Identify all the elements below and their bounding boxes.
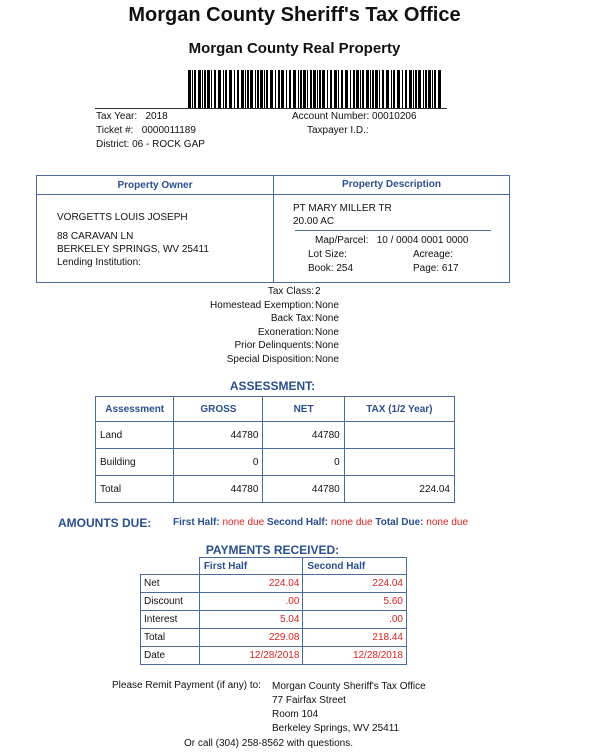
- ticket-line: Ticket #: 0000011189: [96, 125, 196, 136]
- table-row: Building 0 0: [96, 449, 455, 476]
- table-row: Net 224.04 224.04: [141, 575, 407, 593]
- owner-property-box: [36, 175, 510, 283]
- col-tax: TAX (1/2 Year): [344, 397, 454, 422]
- barcode-image: [188, 70, 443, 108]
- assessment-header-row: [96, 397, 455, 422]
- remit-address: Morgan County Sheriff's Tax Office 77 Fairfax Street Room 104 Berkeley Springs, WV 25411: [272, 681, 426, 734]
- col-net: NET: [263, 397, 344, 422]
- district-line: District: 06 - ROCK GAP: [96, 139, 205, 150]
- page-value: 617: [441, 263, 459, 274]
- document-subtitle: Morgan County Real Property: [188, 40, 401, 57]
- table-row: Land 44780 44780: [96, 422, 455, 449]
- amounts-due-heading: AMOUNTS DUE:: [58, 516, 152, 530]
- district-value: 06 - ROCK GAP: [132, 139, 205, 150]
- assessment-heading: ASSESSMENT:: [229, 379, 316, 393]
- status-row: Back Tax: None: [270, 313, 339, 324]
- col-first-half: First Half: [199, 558, 303, 575]
- ticket-value: 0000011189: [141, 125, 196, 136]
- table-row: Discount .00 5.60: [141, 593, 407, 611]
- tax-year-value: 2018: [145, 111, 168, 122]
- second-half-due: none due: [330, 517, 373, 528]
- status-list: [180, 286, 420, 367]
- owner-name: VORGETTS LOUIS JOSEPH: [57, 212, 188, 223]
- owner-address2: BERKELEY SPRINGS, WV 25411: [57, 244, 209, 255]
- account-line: Account Number: 00010206: [292, 111, 417, 122]
- assessment-table: [95, 396, 455, 503]
- payments-heading: PAYMENTS RECEIVED:: [205, 543, 340, 557]
- payments-table: [140, 557, 407, 665]
- payments-header-row: [141, 558, 407, 575]
- map-parcel-value: 10 / 0004 0001 0000: [376, 235, 469, 246]
- book-value: 254: [336, 263, 354, 274]
- table-row: Interest 5.04 .00: [141, 611, 407, 629]
- table-row: Date 12/28/2018 12/28/2018: [141, 647, 407, 665]
- property-heading: Property Description: [342, 179, 441, 190]
- first-half-due: none due: [222, 517, 265, 528]
- page-line: Page: 617: [413, 263, 459, 274]
- amounts-due-line: First Half: none due Second Half: none due Total Due: none due: [173, 517, 469, 528]
- col-gross: GROSS: [174, 397, 263, 422]
- owner-heading: Property Owner: [117, 180, 193, 191]
- account-value: 00010206: [372, 111, 417, 122]
- acreage-label: Acreage:: [413, 249, 454, 260]
- remit-label: Please Remit Payment (if any) to:: [112, 680, 261, 691]
- table-row: Total 229.08 218.44: [141, 629, 407, 647]
- property-line2: 20.00 AC: [293, 216, 335, 227]
- col-assessment: Assessment: [96, 397, 174, 422]
- lot-size-label: Lot Size:: [308, 249, 347, 260]
- contact-phone: Or call (304) 258-8562 with questions.: [184, 738, 353, 749]
- status-row: Tax Class: 2: [267, 286, 321, 297]
- lending-institution: Lending Institution:: [57, 257, 141, 268]
- header-rule: [95, 108, 447, 109]
- office-title: Morgan County Sheriff's Tax Office: [128, 4, 461, 26]
- book-line: Book: 254: [308, 263, 354, 274]
- map-parcel-line: Map/Parcel: 10 / 0004 0001 0000: [315, 235, 469, 246]
- property-rule: [295, 230, 491, 231]
- total-due: none due: [426, 517, 469, 528]
- tax-year-line: Tax Year: 2018: [96, 111, 168, 122]
- taxpayer-id-line: Taxpayer I.D.:: [307, 125, 369, 136]
- status-row: Homestead Exemption: None: [210, 299, 339, 311]
- col-second-half: Second Half: [303, 558, 407, 575]
- table-row: Total 44780 44780 224.04: [96, 476, 455, 503]
- owner-address1: 88 CARAVAN LN: [57, 231, 134, 242]
- status-row: Special Disposition: None: [226, 353, 339, 365]
- box-divider: [273, 176, 274, 282]
- box-header-rule: [37, 194, 509, 195]
- property-line1: PT MARY MILLER TR: [293, 203, 392, 214]
- status-row: Prior Delinquents: None: [234, 340, 339, 351]
- status-row: Exoneration: None: [257, 326, 339, 338]
